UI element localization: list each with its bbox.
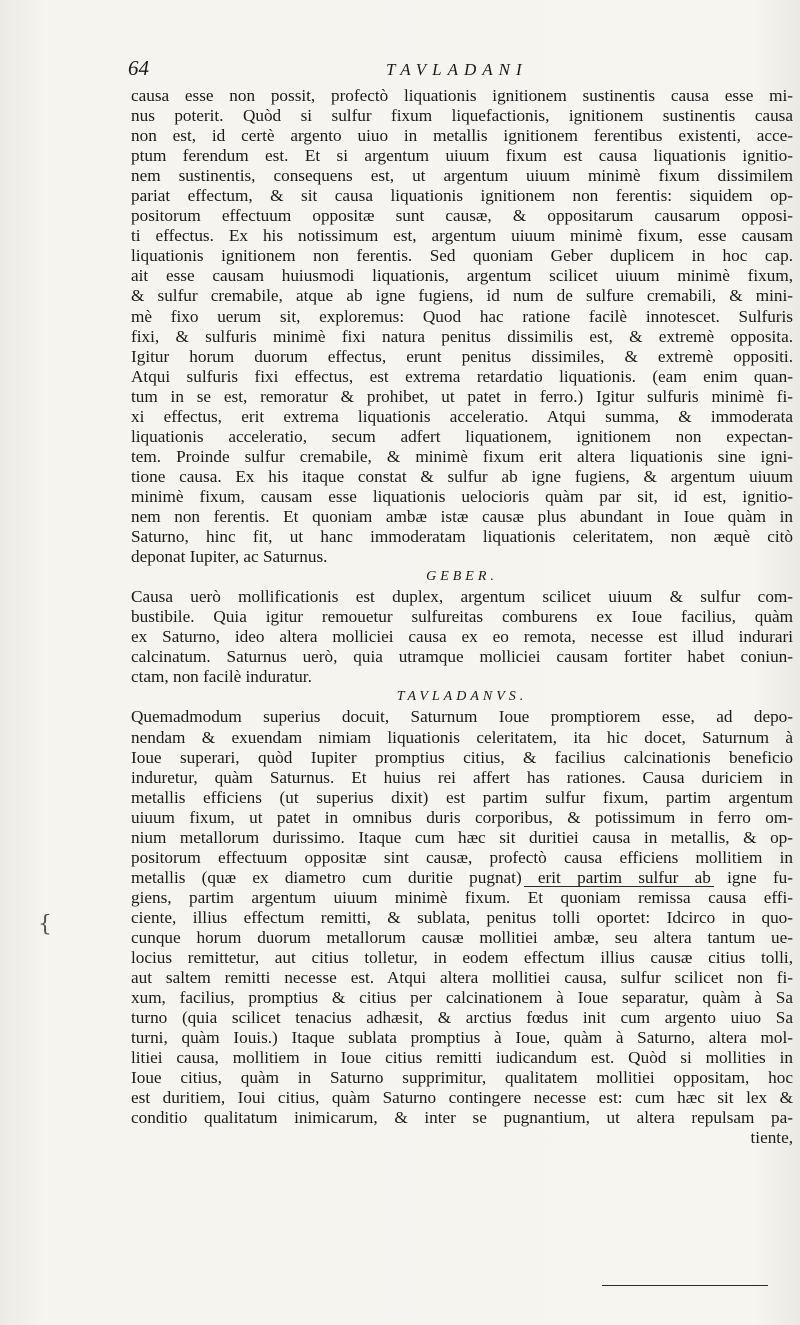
page-number: 64 [128, 56, 149, 80]
text-line: Ioue citius, quàm in Saturno supprimitur, qualitatem mollitiei oppositam, hoc [131, 1068, 793, 1088]
text-line: minimè fixum, causam esse liquationis uelocioris quàm par sit, id est, ignitio- [131, 486, 793, 506]
text-line: nus poterit. Quòd si sulfur fixum liquefactionis, ignitionem sustinentis causa [131, 106, 793, 126]
text-line: ti effectus. Ex his notissimum est, argentum uiuum minimè fixum, esse causam [131, 226, 793, 246]
text-line: aut saltem remitti necesse est. Atqui altera mollitiei causa, sulfur scilicet non fi- [131, 968, 793, 988]
text-line: xum, facilius, promptius & citius per calcinationem à Ioue separatur, quàm à Sa [131, 988, 793, 1008]
page-header [128, 56, 798, 86]
text-line: nem sustinentis, consequens est, ut argentum uiuum minimè fixum dissimilem [131, 166, 793, 186]
text-line: fixi, & sulfuris minimè fixi natura penitus dissimilis est, & extremè opposita. [131, 326, 793, 346]
text-line: cunque horum duorum metallorum causæ mollitiei ambæ, seu altera tantum ue- [131, 927, 793, 947]
text-line: Atqui sulfuris fixi effectus, est extrema retardatio liquationis. (eam enim quan- [131, 366, 793, 386]
text-line: Causa uerò mollificationis est duplex, argentum scilicet uiuum & sulfur com- [131, 587, 793, 607]
handwritten-underline [602, 1285, 768, 1286]
text-line: giens, partim argentum uiuum minimè fixum. Et quoniam remissa causa effi- [131, 887, 793, 907]
text-line: ptum ferendum est. Et si argentum uiuum fixum est causa liquationis ignitio- [131, 146, 793, 166]
text-line: causa esse non possit, profectò liquationis ignitionem sustinentis causa esse mi- [131, 86, 793, 105]
catchword: tiente, [750, 1128, 793, 1148]
text-line: mè fixo uerum sit, exploremus: Quod hac ratione facilè innotescet. Sulfuris [131, 306, 793, 326]
text-block [131, 86, 793, 1148]
text-line: litiei causa, mollitiem in Ioue citius remitti iudicandum est. Quòd si mollities in [131, 1048, 793, 1068]
text-line: ctam, non facilè induratur. [131, 667, 312, 687]
commentary-paragraph-2 [131, 707, 793, 1148]
text-line: liquationis acceleratio, secum adfert liquationem, ignitionem non expectan- [131, 426, 793, 446]
handwritten-underline [524, 886, 714, 887]
text-line: liquationis ignitionem non ferentis. Sed quoniam Geber duplicem in hoc cap. [131, 246, 793, 266]
text-line: calcinatum. Saturnus uerò, quia utramque molliciei causam fortiter habet coniun- [131, 647, 793, 667]
geber-quote-paragraph [131, 587, 793, 687]
text-line: ex Saturno, ideo altera molliciei causa ex eo remota, necesse est illud indurari [131, 627, 793, 647]
text-line: Igitur horum duorum effectus, erunt penitus dissimiles, & extremè oppositi. [131, 346, 793, 366]
text-line: ait esse causam huiusmodi liquationis, argentum scilicet uiuum minimè fixum, [131, 266, 793, 286]
running-title: TAVLADANI [386, 60, 528, 79]
text-line: Saturno, hinc fit, ut hanc immoderatam liquationis celeritatem, non æquè citò [131, 527, 793, 547]
text-line: induretur, quàm Saturnus. Et huius rei affert has rationes. Causa duriciem in [131, 767, 793, 787]
section-heading-geber: GEBER. [426, 569, 498, 585]
commentary-paragraph-1 [131, 86, 793, 567]
text-line: nem non ferentis. Et quoniam ambæ istæ causæ plus abundant in Ioue quàm in [131, 506, 793, 526]
text-line: pariat effectum, & sit causa liquationis ignitionem non ferentis: siquidem op- [131, 186, 793, 206]
text-line: deponat Iupiter, ac Saturnus. [131, 547, 328, 567]
text-line: Ioue superari, quòd Iupiter promptius citius, & facilius calcinationis beneficio [131, 747, 793, 767]
section-heading-tauladanus: TAVLADANVS. [396, 689, 528, 705]
text-line: tem. Proinde sulfur cremabile, & minimè fixum erit altera liquationis sine igni- [131, 446, 793, 466]
text-line: ciente, illius effectum remitti, & sublata, penitus tolli oportet: Idcirco in quo- [131, 907, 793, 927]
text-line: tum in se est, remoratur & prohibet, ut patet in ferro.) Igitur sulfuris minimè fi- [131, 386, 793, 406]
margin-brace-mark: { [38, 912, 52, 937]
text-line: turni, quàm Iouis.) Itaque sublata promptius à Ioue, quàm à Saturno, altera mol- [131, 1028, 793, 1048]
text-line: turno (quia scilicet tenacius adhæsit, & arctius fœdus init cum argento uiuo Sa [131, 1008, 793, 1028]
text-line: tione causa. Ex his itaque constat & sulfur ab igne fugiens, & argentum uiuum [131, 466, 793, 486]
text-line: positorum effectuum oppositæ sunt causæ, & oppositarum causarum opposi- [131, 206, 793, 226]
text-line: nium metallorum durissimo. Itaque cum hæc sit duritiei causa in metallis, & op- [131, 827, 793, 847]
text-line: nendam & exuendam nimiam liquationis celeritatem, ita hic docet, Saturnum à [131, 727, 793, 747]
text-line: positorum effectuum oppositæ sint causæ, profectò causa efficiens mollitiem in [131, 847, 793, 867]
text-line: conditio qualitatum inimicarum, & inter se pugnantium, ut altera repulsam pa- [131, 1108, 793, 1128]
text-line: metallis efficiens (ut superius dixit) est partim sulfur fixum, partim argentum [131, 787, 793, 807]
text-line: bustibile. Quia igitur remouetur sulfureitas comburens ex Ioue facilius, quàm [131, 607, 793, 627]
text-line: est duritiem, Ioui citius, quàm Saturno contingere necesse est: cum hæc sit lex & [131, 1088, 793, 1108]
text-line: non est, id certè argento uiuo in metallis ignitionem ferentibus existenti, acce- [131, 126, 793, 146]
text-line: locius remittetur, aut citius tolletur, in eodem effectum illius causæ citius tolli, [131, 948, 793, 968]
text-line: metallis (quæ ex diametro cum duritie pugnat) erit partim sulfur ab igne fu- [131, 867, 793, 887]
text-line: xi effectus, erit extrema liquationis acceleratio. Atqui summa, & immoderata [131, 406, 793, 426]
text-line: Quemadmodum superius docuit, Saturnum Ioue promptiorem esse, ad depo- [131, 707, 793, 727]
text-line: & sulfur cremabile, atque ab igne fugiens, id num de sulfure cremabili, & mini- [131, 286, 793, 306]
text-line: uiuum fixum, ut patet in omnibus duris corporibus, & potissimum in ferro om- [131, 807, 793, 827]
